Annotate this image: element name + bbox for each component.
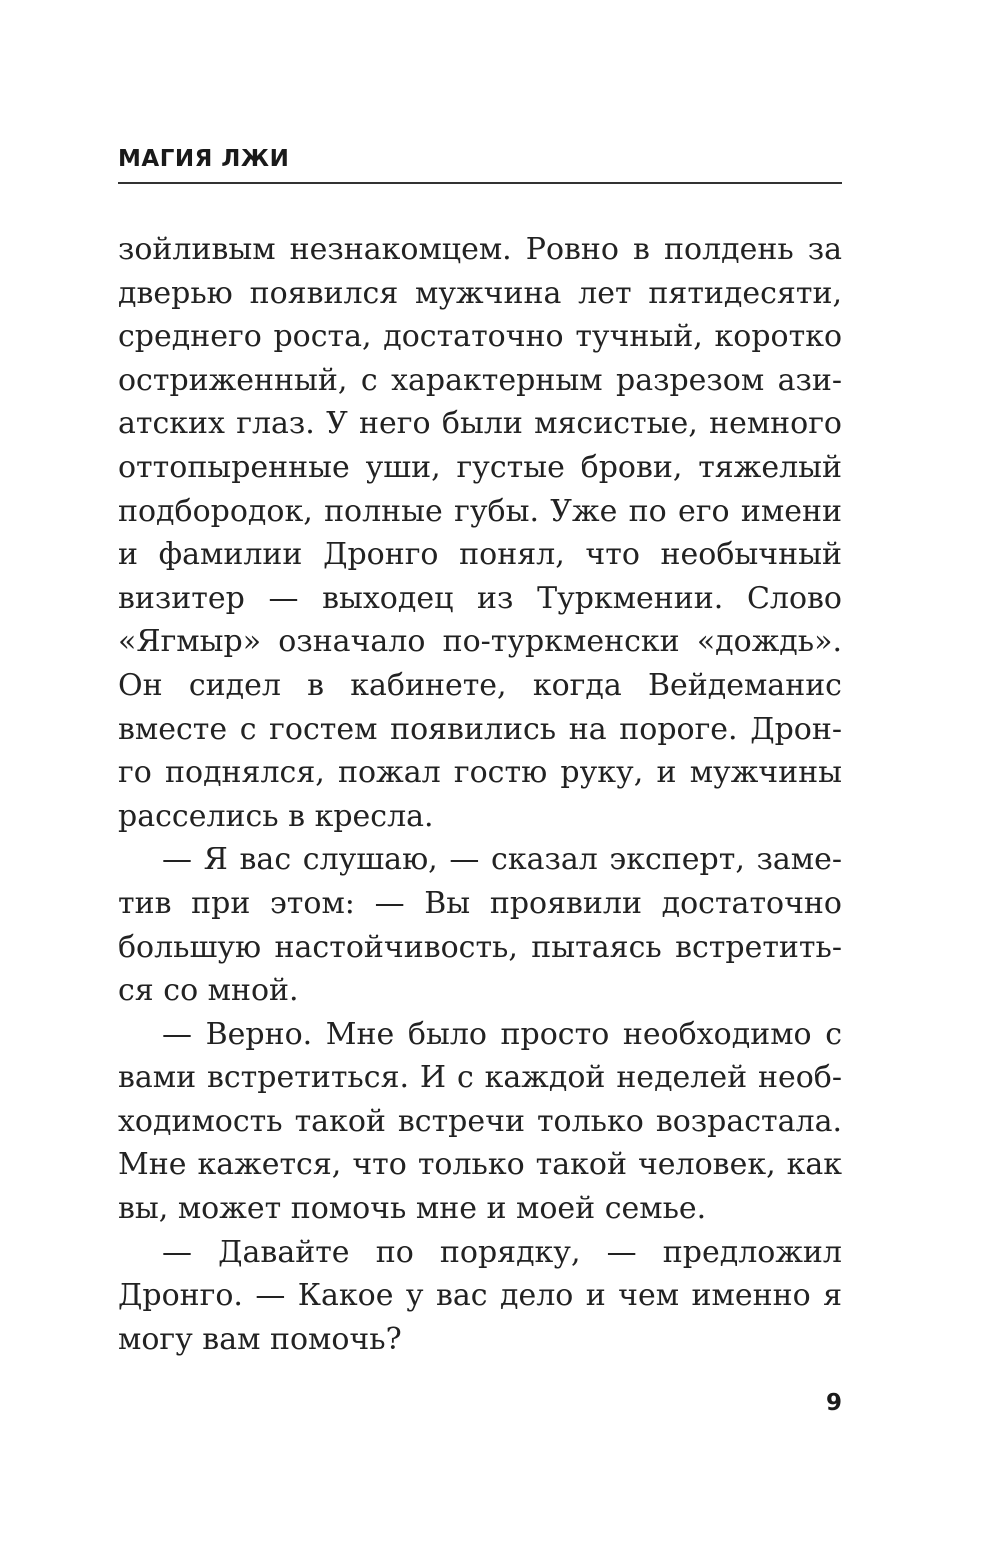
text-line: — Верно. Мне было просто необходимо с — [162, 1016, 842, 1052]
text-line: — Давайте по порядку, — предложил — [162, 1234, 842, 1270]
text-line: ходимость такой встречи только возрастала. — [118, 1103, 842, 1139]
text-line: оттопыренные уши, густые брови, тяжелый — [118, 449, 842, 485]
text-line: Он сидел в кабинете, когда Вейдеманис — [118, 667, 842, 703]
text-line: — Я вас слушаю, — сказал эксперт, заме- — [162, 842, 842, 878]
text-line: го поднялся, пожал гостю руку, и мужчины — [118, 755, 842, 791]
text-line: тив при этом: — Вы проявили достаточно — [118, 885, 842, 921]
running-header-title: МАГИЯ ЛЖИ — [118, 146, 290, 172]
text-line: вы, может помочь мне и моей семье. — [118, 1191, 707, 1227]
text-line: расселись в кресла. — [118, 798, 434, 834]
header-divider — [118, 182, 842, 184]
text-line: среднего роста, достаточно тучный, коротко — [118, 319, 842, 355]
text-line: остриженный, с характерным разрезом ази- — [118, 362, 842, 398]
text-line: большую настойчивость, пытаясь встретить- — [118, 929, 842, 965]
text-line: визитер — выходец из Туркмении. Слово — [118, 580, 842, 616]
text-line: ся со мной. — [118, 973, 299, 1009]
text-line: вместе с гостем появились на пороге. Дрон- — [118, 711, 842, 747]
text-line: подбородок, полные губы. Уже по его имени — [118, 493, 842, 529]
text-line: Мне кажется, что только такой человек, как — [118, 1147, 842, 1183]
text-line: зойливым незнакомцем. Ровно в полдень за — [118, 232, 842, 267]
text-line: «Ягмыр» означало по-туркменски «дождь». — [118, 624, 842, 660]
text-line: дверью появился мужчина лет пятидесяти, — [118, 275, 842, 311]
text-line: атских глаз. У него были мясистые, немного — [118, 406, 842, 442]
text-line: вами встретиться. И с каждой неделей необ- — [118, 1060, 842, 1096]
text-line: и фамилии Дронго понял, что необычный — [118, 537, 842, 573]
body-text — [118, 228, 842, 1361]
text-line: могу вам помочь? — [118, 1321, 402, 1357]
text-line: Дронго. — Какое у вас дело и чем именно я — [118, 1278, 842, 1314]
page-number: 9 — [825, 1390, 842, 1416]
